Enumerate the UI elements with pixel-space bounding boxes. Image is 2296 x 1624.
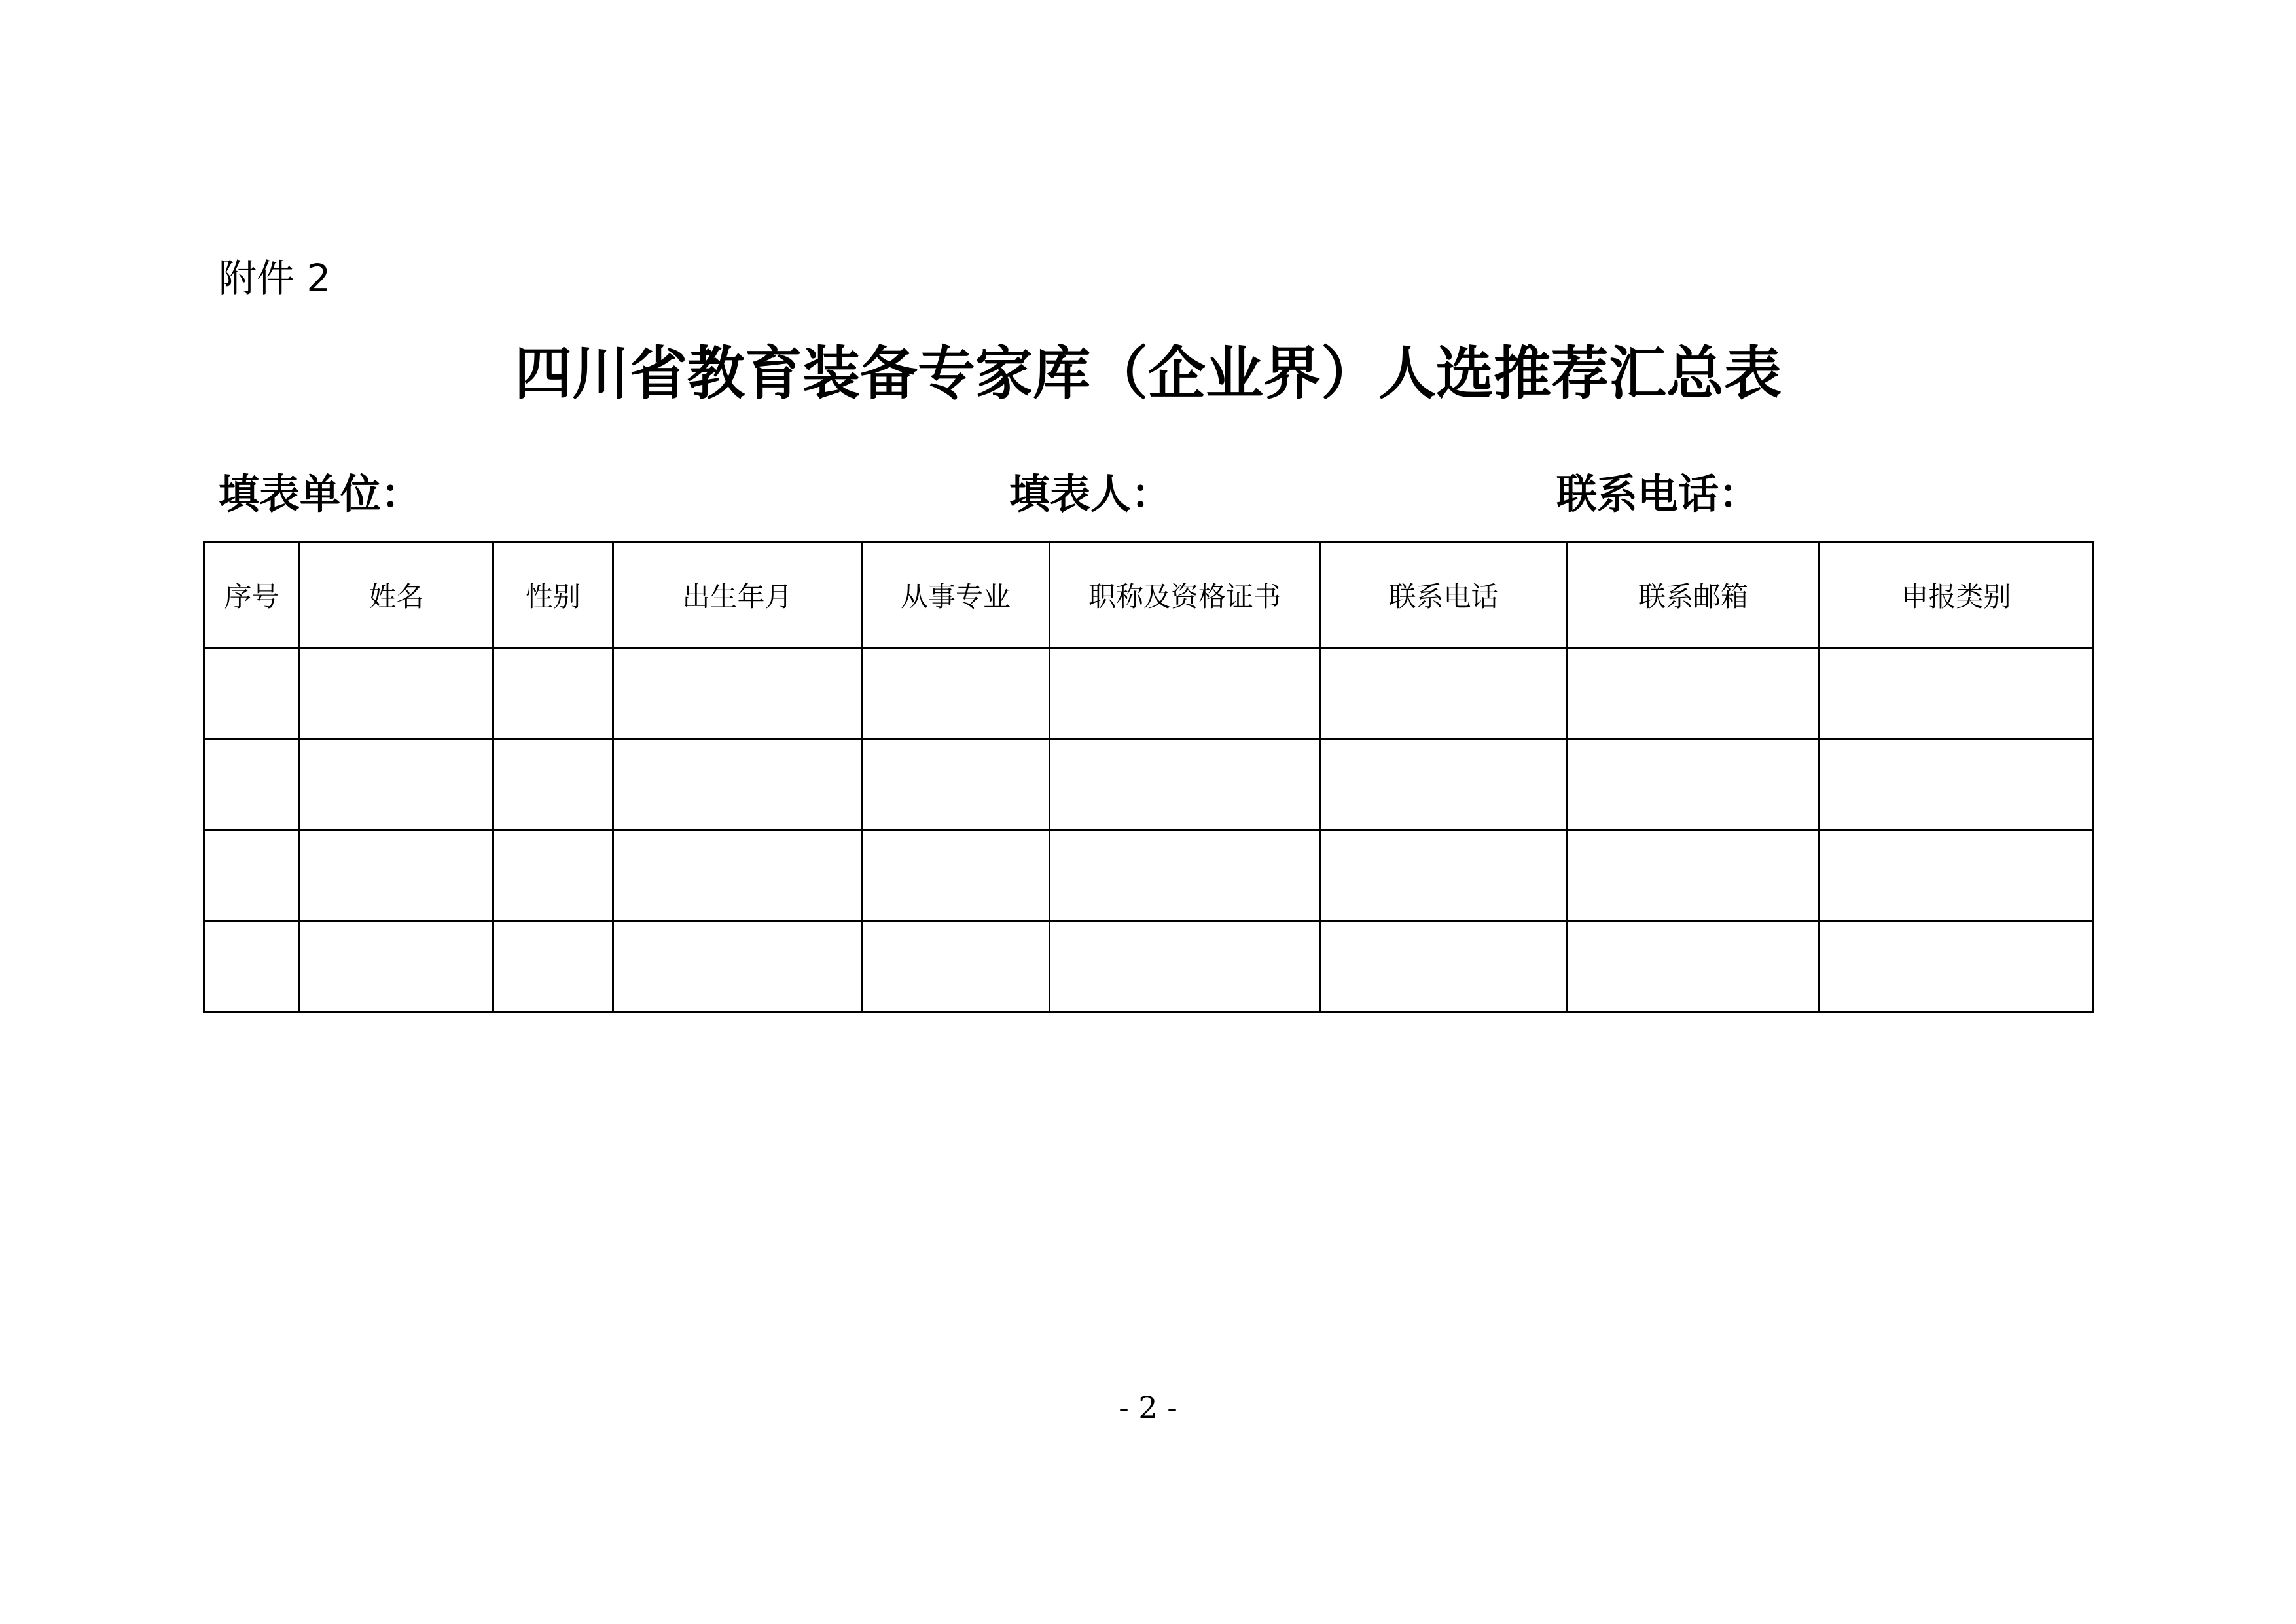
table-row: [204, 921, 2093, 1012]
table-cell: [1820, 830, 2093, 921]
table-cell: [1820, 921, 2093, 1012]
table-cell: [1320, 921, 1568, 1012]
table-cell: [1820, 648, 2093, 739]
table-cell: [1050, 648, 1320, 739]
table-cell: [1568, 648, 1820, 739]
header-contact-phone: 联系电话: [1320, 542, 1568, 648]
table-cell: [613, 739, 862, 830]
table-cell: [613, 830, 862, 921]
header-gender: 性别: [493, 542, 613, 648]
table-cell: [1320, 648, 1568, 739]
table-cell: [862, 739, 1050, 830]
table-cell: [300, 921, 493, 1012]
table-row: [204, 648, 2093, 739]
table-cell: [1050, 739, 1320, 830]
table-cell: [493, 739, 613, 830]
header-name: 姓名: [300, 542, 493, 648]
table-cell: [613, 648, 862, 739]
header-contact-email: 联系邮箱: [1568, 542, 1820, 648]
table-row: [204, 830, 2093, 921]
table-cell: [613, 921, 862, 1012]
table-cell: [204, 739, 300, 830]
header-application-category: 申报类别: [1820, 542, 2093, 648]
table-cell: [862, 921, 1050, 1012]
fill-person-label: 填表人：: [1009, 470, 1172, 518]
table-cell: [493, 830, 613, 921]
table-cell: [204, 921, 300, 1012]
attachment-label: 附件 2: [219, 256, 331, 300]
table-cell: [1568, 739, 1820, 830]
fill-unit-label: 填表单位：: [219, 470, 422, 518]
header-serial-number: 序号: [204, 542, 300, 648]
table-cell: [1320, 739, 1568, 830]
table-cell: [862, 648, 1050, 739]
table-cell: [204, 830, 300, 921]
fill-phone-label: 联系电话：: [1556, 470, 1760, 518]
table-header-row: [204, 542, 2093, 648]
header-birth-date: 出生年月: [613, 542, 862, 648]
table-cell: [1820, 739, 2093, 830]
table-cell: [493, 921, 613, 1012]
header-profession: 从事专业: [862, 542, 1050, 648]
header-title-certificate: 职称及资格证书: [1050, 542, 1320, 648]
table-cell: [1568, 830, 1820, 921]
table-cell: [300, 739, 493, 830]
table-cell: [1568, 921, 1820, 1012]
table-cell: [300, 648, 493, 739]
table-cell: [1050, 921, 1320, 1012]
table-cell: [300, 830, 493, 921]
table-cell: [204, 648, 300, 739]
table-cell: [1320, 830, 1568, 921]
table-row: [204, 739, 2093, 830]
table-cell: [862, 830, 1050, 921]
table-cell: [493, 648, 613, 739]
recommendation-summary-table: [203, 541, 2094, 1013]
page-number: - 2 -: [1119, 1390, 1177, 1425]
document-title: 四川省教育装备专家库（企业界）人选推荐汇总表: [514, 339, 1782, 407]
table-cell: [1050, 830, 1320, 921]
